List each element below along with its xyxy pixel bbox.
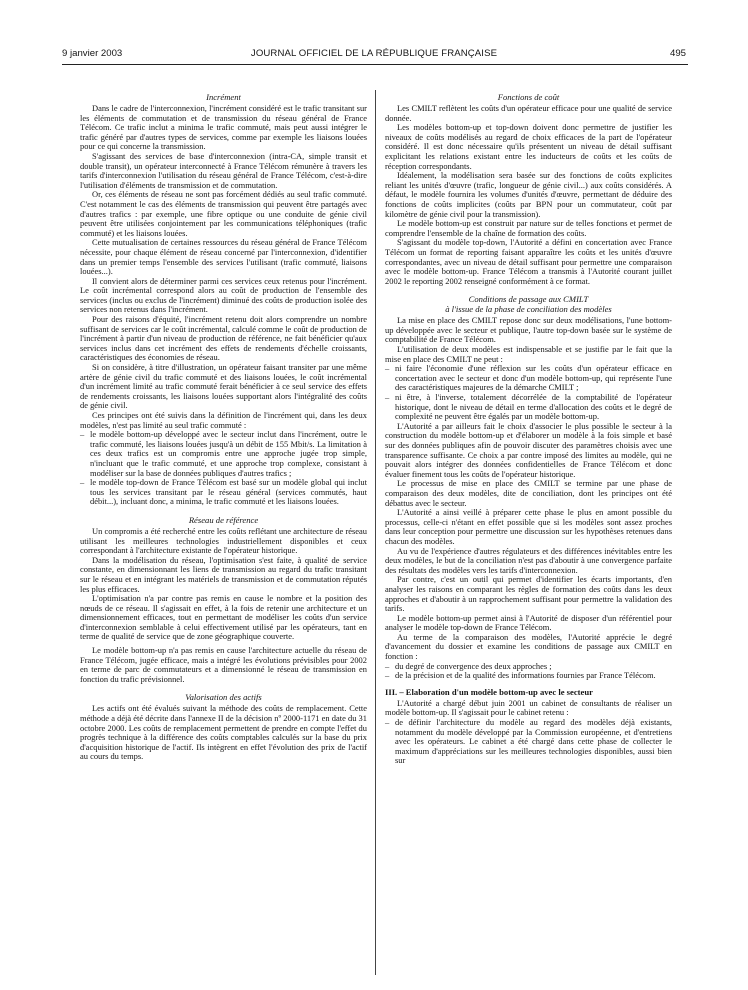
paragraph: Dans la modélisation du réseau, l'optimisation s'est faite, à qualité de service constante, en dimensionnant les liens de transmission au regard du trafic transitant sur le réseau et en intégrant les matériels de transmission et de commutation réputés les plus efficaces. — [80, 554, 367, 594]
paragraph: Par contre, c'est un outil qui permet d'identifier les écarts importants, d'en analyser les raisons en comparant les règles de formation des coûts dans les deux approches et d'aboutir à un rapprochement suffisant pour permettre la validation des tarifs. — [385, 574, 672, 614]
left-column — [80, 92, 367, 762]
paragraph: S'agissant du modèle top-down, l'Autorité a défini en concertation avec France Télécom un format de reporting faisant apparaître les coûts et les unités d'œuvre correspondantes, avec un niveau de détail suffisant pour permettre une comparaison avec le modèle bottom-up. France Télécom a transmis à l'Autorité courant juillet 2002 le reporting 2002 renseigné conformément à ce format. — [385, 237, 672, 286]
heading-conditions-line1: Conditions de passage aux CMILT — [468, 294, 589, 305]
right-column — [385, 92, 672, 766]
list-item: – le modèle bottom-up développé avec le secteur inclut dans l'incrément, outre le trafic commuté, les liaisons louées jusqu'à un débit de 155 Mbit/s. La limitation à ces deux trafics est un compromis entre une approche jugée trop simple, n'incluant que le trafic commuté, et une approche trop complexe, consistant à modéliser sur la base de données publiques d'autres trafics ; — [80, 430, 367, 478]
paragraph: Un compromis a été recherché entre les coûts reflétant une architecture de réseau utilisant les meilleures technologies industriellement disponibles et ceux correspondant à l'architecture existante de l'opérateur historique. — [80, 525, 367, 556]
paragraph: Au vu de l'expérience d'autres régulateurs et des différences inévitables entre les deux modèles, le but de la conciliation n'est pas d'aboutir à une convergence parfaite des résultats des modèles vers les tarifs d'interconnexion. — [385, 545, 672, 575]
header-date: 9 janvier 2003 — [62, 48, 123, 59]
heading-increment: Incrément — [206, 92, 241, 102]
paragraph: L'Autorité a chargé début juin 2001 un cabinet de consultants de réaliser un modèle bottom-up. Il s'agissait pour le cabinet retenu : — [385, 697, 672, 718]
bullet-list — [385, 718, 672, 766]
bullet-list — [80, 430, 367, 507]
bullet-list — [385, 364, 672, 422]
paragraph: Le modèle bottom-up permet ainsi à l'Autorité de disposer d'un référentiel pour analyser le modèle top-down de France Télécom. — [385, 612, 672, 633]
paragraph: Dans le cadre de l'interconnexion, l'incrément considéré est le trafic transitant sur les éléments de commutation et de transmission du réseau général de France Télécom. Ce trafic inclut a minima le trafic commuté, mais peut aussi intégrer le trafic généré par d'autres types de services, comme par exemple les liaisons louées pour ce qui concerne la transmission. — [80, 103, 367, 152]
list-item: – de la précision et de la qualité des informations fournies par France Télécom. — [385, 671, 672, 681]
list-item: – du degré de convergence des deux approches ; — [385, 662, 672, 672]
paragraph: Si on considère, à titre d'illustration, un opérateur faisant transiter par une même artère de génie civil du trafic commuté et des liaisons louées, le coût incrémental d'un incrément limité au trafic commuté ferait bénéficier à ce seul service des effets de rendements croissants, les liaisons louées supportant alors l'intégralité des coûts de génie civil. — [80, 362, 367, 411]
paragraph: Le modèle bottom-up n'a pas remis en cause l'architecture actuelle du réseau de France Télécom, jugée efficace, mais a intégré les évolutions prévisibles pour 2002 en terme de parc de commutateurs et a dimensionné le réseau de transmission en fonction du trafic prévisionnel. — [80, 645, 367, 684]
paragraph: L'utilisation de deux modèles est indispensable et se justifie par le fait que la mise en place des CMILT ne peut : — [385, 344, 672, 364]
section-heading: III. – Elaboration d'un modèle bottom-up avec le secteur — [385, 686, 593, 697]
paragraph: L'Autorité a par ailleurs fait le choix d'associer le plus possible le secteur à la construction du modèle bottom-up et d'élaborer un modèle à la fois simple et basé sur des données publiques afin de pouvoir discuter des paramètres choisis avec une transparence suffisante. Ce choix a par contre imposé des limites au modèle, qui ne pouvait alors intégrer des données confidentielles de France Télécom et donc évaluer finement tous les coûts de l'opérateur historique. — [385, 420, 672, 479]
paragraph: Or, ces éléments de réseau ne sont pas forcément dédiés au seul trafic commuté. C'est notamment le cas des éléments de transmission qui peuvent être partagés avec d'autres trafics : par exemple, une fibre optique ou une conduite de génie civil peuvent être utilisées conjointement par les communications téléphoniques (trafic commuté) et les liaisons louées. — [80, 189, 367, 238]
paragraph: Les CMILT reflètent les coûts d'un opérateur efficace pour une qualité de service donnée. — [385, 103, 672, 123]
heading-fonctions-cout: Fonctions de coût — [497, 92, 560, 102]
paragraph: Cette mutualisation de certaines ressources du réseau général de France Télécom nécessite, pour chaque élément de réseau concerné par l'interconnexion, d'identifier dans un premier temps l'ensemble des services l'utilisant (trafic commuté, liaisons louées...). — [80, 237, 367, 277]
heading-conditions-line2: à l'issue de la phase de conciliation des modèles — [445, 304, 612, 315]
paragraph: L'optimisation n'a par contre pas remis en cause le nombre et la position des nœuds de ce réseau. Il s'agissait en effet, à la fois de retenir une architecture et un dimensionnement efficaces, tout en permettant de modéliser les coûts d'un service d'interconnexion semblable à celui effectivement utilisé par les opérateurs, tant en terme de qualité de service que de zone géographique couverte. — [80, 593, 367, 642]
paragraph: Les modèles bottom-up et top-down doivent donc permettre de justifier les niveaux de coûts modélisés au regard de choix efficaces de la part de l'opérateur considéré. Il est donc nécessaire qu'ils présentent un niveau de détail suffisant explicitant les relations existant entre les inducteurs de coûts et les coûts de réception correspondants. — [385, 122, 672, 171]
journal-title: JOURNAL OFFICIEL DE LA RÉPUBLIQUE FRANÇAISE — [250, 48, 498, 59]
paragraph: L'Autorité a ainsi veillé à préparer cette phase le plus en amont possible du processus, celle-ci n'étant en effet possible que si les modèles sont assez proches dans leur conception pour permettre une discussion sur les hypothèses retenues dans chacun des modèles. — [385, 507, 672, 546]
list-item: – le modèle top-down de France Télécom est basé sur un modèle global qui inclut tous les services transitant par le réseau général (services commutés, haut débit...), incluant donc, a minima, le trafic commuté et les liaisons louées. — [80, 478, 367, 507]
list-item: – de définir l'architecture du modèle au regard des modèles déjà existants, notamment du modèle développé par la Commission européenne, et d'entretiens avec les opérateurs. Le cabinet a été chargé dans cette phase de collecter le maximum d'appréciations sur les meilleures technologies disponibles, aussi bien sur — [385, 718, 672, 766]
paragraph: S'agissant des services de base d'interconnexion (intra-CA, simple transit et double transit), un opérateur interconnecté à France Télécom rémunère à travers les tarifs d'interconnexion l'utilisation du réseau général de France Télécom, c'est-à-dire l'utilisation d'éléments de transmission et de commutation. — [80, 150, 367, 190]
heading-valorisation: Valorisation des actifs — [185, 692, 262, 703]
heading-conditions — [385, 294, 672, 314]
column-divider — [375, 90, 376, 975]
page-number: 495 — [669, 48, 686, 59]
list-item: – ni faire l'économie d'une réflexion sur les coûts d'un opérateur efficace en concertation avec le secteur et donc d'un modèle bottom-up, qui représente l'une des caractéristiques majeures de la démarche CMILT ; — [385, 364, 672, 393]
list-item: – ni être, à l'inverse, totalement décorrélée de la comptabilité de l'opérateur historique, dont le niveau de détail en terme d'allocation des coûts et le degré de complexité ne peuvent être égalés par un modèle bottom-up. — [385, 393, 672, 422]
header-rule — [62, 64, 688, 65]
paragraph: Pour des raisons d'équité, l'incrément retenu doit alors comprendre un nombre suffisant de services car le coût incrémental, calculé comme le coût de production de l'incrément à partir d'un niveau de production de référence, ne fait bénéficier qu'aux services inclus dans cet incrément des effets de rendements d'échelle croissants, caractéristiques des économies de réseau. — [80, 314, 367, 363]
paragraph: Idéalement, la modélisation sera basée sur des fonctions de coûts explicites reliant les unités d'œuvre (trafic, longueur de génie civil...) aux coûts considérés. A défaut, le modèle fournira les volumes d'unités d'œuvre, permettant de déduire des fonctions de coûts implicites (coûts par BPN pour un commutateur, coût par kilomètre de génie civil pour la transmission). — [385, 170, 672, 219]
page-header — [62, 48, 686, 62]
paragraph: Les actifs ont été évalués suivant la méthode des coûts de remplacement. Cette méthode a déjà été décrite dans l'annexe II de la décision nº 2000-1171 en date du 31 octobre 2000. Les coûts de remplacement permettent de prendre en compte l'effet du progrès technique à la différence des coûts comptables calculés sur la base du prix d'acquisition historique de l'actif. Ils intègrent en effet l'évolution des prix de l'actif au cours du temps. — [80, 703, 367, 762]
bullet-list — [385, 662, 672, 681]
heading-reseau-reference: Réseau de référence — [188, 514, 259, 525]
paragraph: Ces principes ont été suivis dans la définition de l'incrément qui, dans les deux modèles, n'est pas limité au seul trafic commuté : — [80, 410, 367, 430]
paragraph: Au terme de la comparaison des modèles, l'Autorité apprécie le degré d'avancement du dossier et examine les conditions de passage aux CMILT en fonction : — [385, 631, 672, 662]
paragraph: Le modèle bottom-up est construit par nature sur de telles fonctions et permet de comprendre l'ensemble de la chaîne de formation des coûts. — [385, 218, 672, 238]
paragraph: Le processus de mise en place des CMILT se termine par une phase de comparaison des deux modèles, dite de conciliation, dont les principes ont été débattus avec le secteur. — [385, 478, 672, 508]
paragraph: La mise en place des CMILT repose donc sur deux modélisations, l'une bottom-up développée avec le secteur et publique, l'autre top-down basée sur le système de comptabilité de France Télécom. — [385, 315, 672, 345]
paragraph: Il convient alors de déterminer parmi ces services ceux retenus pour l'incrément. Le coût incrémental correspond alors au coût de production de l'ensemble des services (inclus ou exclus de l'incrément) diminué des coûts de production isolée des services non retenus dans l'incrément. — [80, 275, 367, 315]
